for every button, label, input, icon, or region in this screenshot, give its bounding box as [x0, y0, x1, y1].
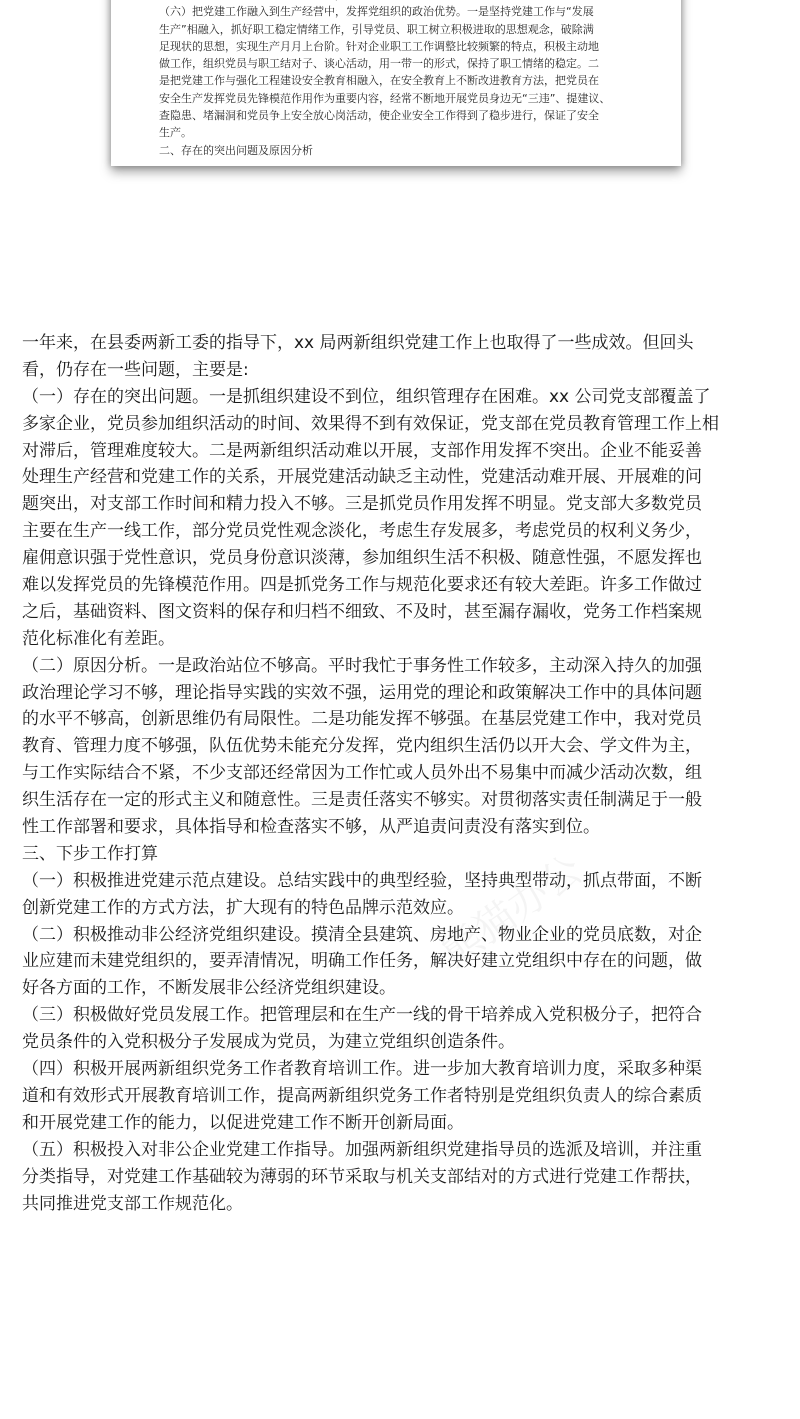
preview-line: 生产”相融入，抓好职工稳定情绪工作，引导党员、职工树立积极进取的思想观念，破除满: [159, 22, 594, 36]
paragraph-line: 处理生产经营和党建工作的关系，开展党建活动缺乏主动性，党建活动难开展、开展难的问: [22, 467, 702, 488]
paragraph-line: 好各方面的工作，不断发展非公经济党组织建设。: [22, 978, 396, 999]
paragraph-line: 党员条件的入党积极分子发展成为党员，为建立党组织创造条件。: [22, 1032, 515, 1053]
preview-line: 做工作，组织党员与职工结对子、谈心活动，用一带一的形式，保持了职工情绪的稳定。二: [159, 57, 599, 71]
paragraph-line: 性工作部署和要求，具体指导和检查落实不够，从严追责问责没有落实到位。: [22, 817, 600, 838]
paragraph-line: 与工作实际结合不紧，不少支部还经常因为工作忙或人员外出不易集中而减少活动次数，组: [22, 763, 702, 784]
paragraph-line: （一）积极推进党建示范点建设。总结实践中的典型经验，坚持典型带动，抓点带面，不断: [22, 870, 702, 891]
preview-line: 生产。: [159, 126, 192, 140]
paragraph-line: 多家企业，党员参加组织活动的时间、效果得不到有效保证，党支部在党员教育管理工作上相: [22, 413, 719, 434]
document-body: [22, 330, 782, 1217]
preview-line: （六）把党建工作融入到生产经营中，发挥党组织的政治优势。一是坚持党建工作与“发展: [159, 5, 594, 19]
paragraph-line: 对滞后，管理难度较大。二是两新组织活动难以开展，支部作用发挥不突出。企业不能妥善: [22, 440, 702, 461]
preview-line: 查隐患、堵漏洞和党员争上安全放心岗活动，使企业安全工作得到了稳步进行，保证了安全: [159, 109, 599, 123]
preview-line: 足现状的思想，实现生产月月上台阶。针对企业职工工作调整比较频繁的特点，积极主动地: [159, 39, 599, 53]
paragraph-line: 道和有效形式开展教育培训工作，提高两新组织党务工作者特别是党组织负责人的综合素质: [22, 1085, 702, 1106]
paragraph-line: 主要在生产一线工作，部分党员党性观念淡化，考虑生存发展多，考虑党员的权利义务少，: [22, 521, 702, 542]
paragraph-line: 一年来，在县委两新工委的指导下，xx 局两新组织党建工作上也取得了一些成效。但回头: [22, 333, 694, 353]
preview-line: 安全生产发挥党员先锋模范作用作为重要内容，经常不断地开展党员身边无“三违”、提建议、: [159, 91, 611, 105]
paragraph-line: 教育、管理力度不够强，队伍优势未能充分发挥，党内组织生活仍以开大会、学文件为主，: [22, 736, 702, 757]
paragraph-line: 之后，基础资料、图文资料的保存和归档不细致、不及时，甚至漏存漏收，党务工作档案规: [22, 601, 702, 622]
paragraph-line: 看，仍存在一些问题，主要是:: [22, 359, 249, 380]
paragraph-line: （三）积极做好党员发展工作。把管理层和在生产一线的骨干培养成入党积极分子，把符合: [22, 1005, 702, 1026]
paragraph-line: 业应建而未建党组织的，要弄清情况，明确工作任务，解决好建立党组织中存在的问题，做: [22, 951, 702, 972]
paragraph-line: 织生活存在一定的形式主义和随意性。三是责任落实不够实。对贯彻落实责任制满足于一般: [22, 790, 702, 811]
paragraph-line: 的水平不够高，创新思维仍有局限性。二是功能发挥不够强。在基层党建工作中，我对党员: [22, 709, 702, 730]
paragraph-line: 创新党建工作的方式方法，扩大现有的特色品牌示范效应。: [22, 897, 464, 918]
preview-line: 是把党建工作与强化工程建设安全教育相融入，在安全教育上不断改进教育方法，把党员在: [159, 74, 599, 88]
paragraph-line: 分类指导，对党建工作基础较为薄弱的环节采取与机关支部结对的方式进行党建工作帮扶，: [22, 1166, 702, 1187]
paragraph-line: 和开展党建工作的能力，以促进党建工作不断开创新局面。: [22, 1112, 464, 1133]
section-heading: 三、下步工作打算: [22, 843, 158, 864]
preview-text-block: [159, 0, 659, 159]
paragraph-line: 难以发挥党员的先锋模范作用。四是抓党务工作与规范化要求还有较大差距。许多工作做过: [22, 575, 702, 596]
preview-section-heading: 二、存在的突出问题及原因分析: [159, 143, 313, 157]
paragraph-line: （二）原因分析。一是政治站位不够高。平时我忙于事务性工作较多，主动深入持久的加强: [22, 655, 702, 676]
paragraph-line: 范化标准化有差距。: [22, 628, 175, 649]
paragraph-line: 雇佣意识强于党性意识，党员身份意识淡薄，参加组织生活不积极、随意性强，不愿发挥也: [22, 548, 702, 569]
document-preview-card: [111, 0, 681, 166]
paragraph-line: （二）积极推动非公经济党组织建设。摸清全县建筑、房地产、物业企业的党员底数，对企: [22, 924, 702, 945]
paragraph-line: （四）积极开展两新组织党务工作者教育培训工作。进一步加大教育培训力度，采取多种渠: [22, 1059, 702, 1080]
paragraph-line: 题突出，对支部工作时间和精力投入不够。三是抓党员作用发挥不明显。党支部大多数党员: [22, 494, 702, 515]
paragraph-line: 政治理论学习不够，理论指导实践的实效不强，运用党的理论和政策解决工作中的具体问题: [22, 682, 702, 703]
paragraph-line: （五）积极投入对非公企业党建工作指导。加强两新组织党建指导员的选派及培训，并注重: [22, 1139, 702, 1160]
paragraph-line: （一）存在的突出问题。一是抓组织建设不到位，组织管理存在困难。xx 公司党支部覆盖了: [22, 386, 711, 407]
paragraph-line: 共同推进党支部工作规范化。: [22, 1193, 243, 1214]
